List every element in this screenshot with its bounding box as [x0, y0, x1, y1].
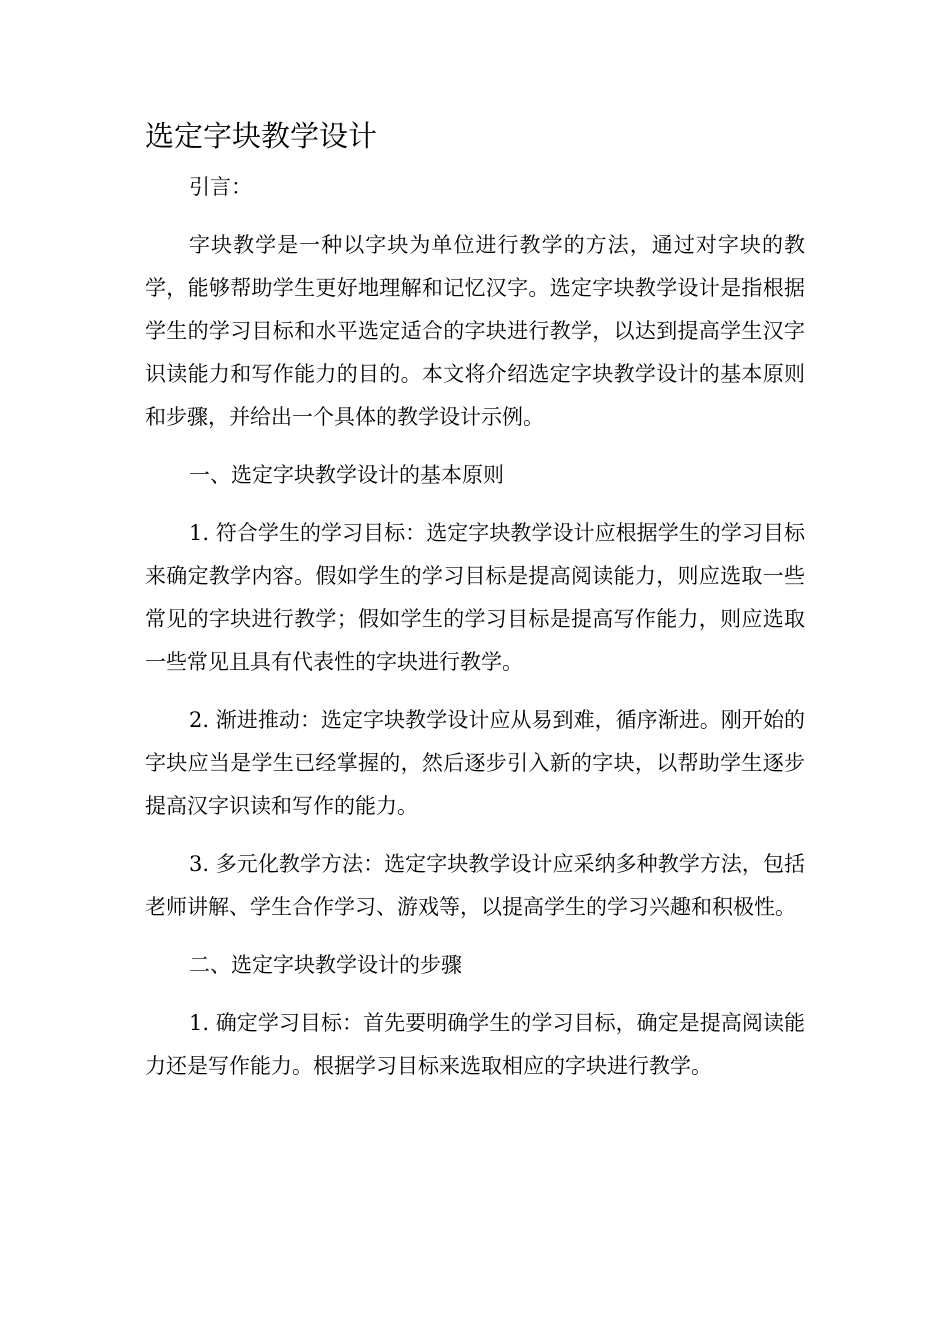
- section-heading-steps: 二、选定字块教学设计的步骤: [189, 953, 462, 977]
- document-body: [145, 166, 805, 1088]
- section-heading-principles: 一、选定字块教学设计的基本原则: [189, 463, 504, 487]
- principle-item-3: 3. 多元化教学方法：选定字块教学设计应采纳多种教学方法，包括老师讲解、学生合作学习、游戏等，以提高学生的学习兴趣和积极性。: [145, 852, 805, 919]
- principle-item-1: 1. 符合学生的学习目标：选定字块教学设计应根据学生的学习目标来确定教学内容。假如学生的学习目标是提高阅读能力，则应选取一些常见的字块进行教学；假如学生的学习目标是提高写作能力，则应选取一些常见且具有代表性的字块进行教学。: [145, 521, 805, 674]
- intro-label: 引言：: [189, 175, 252, 199]
- principle-item-2: 2. 渐进推动：选定字块教学设计应从易到难，循序渐进。刚开始的字块应当是学生已经掌握的，然后逐步引入新的字块，以帮助学生逐步提高汉字识读和写作的能力。: [145, 708, 805, 818]
- step-item-1: 1. 确定学习目标：首先要明确学生的学习目标，确定是提高阅读能力还是写作能力。根据学习目标来选取相应的字块进行教学。: [145, 1011, 805, 1078]
- document-title: 选定字块教学设计: [145, 119, 378, 153]
- intro-paragraph: 字块教学是一种以字块为单位进行教学的方法，通过对字块的教学，能够帮助学生更好地理解和记忆汉字。选定字块教学设计是指根据学生的学习目标和水平选定适合的字块进行教学，以达到提高学生汉字识读能力和写作能力的目的。本文将介绍选定字块教学设计的基本原则和步骤，并给出一个具体的教学设计示例。: [145, 233, 805, 429]
